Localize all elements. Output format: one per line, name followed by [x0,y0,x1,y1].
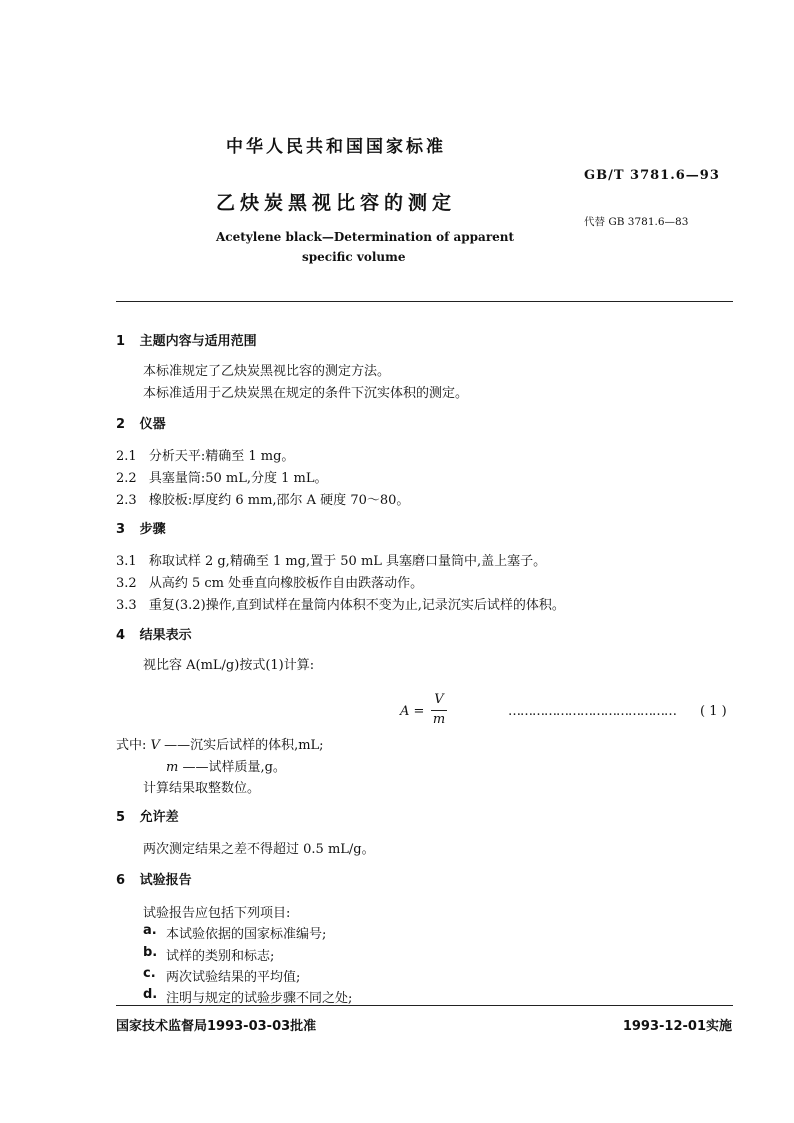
country-standard-heading: 中华人民共和国国家标准 [226,137,446,157]
clause-text: 重复(3.2)操作,直到试样在量筒内体积不变为止,记录沉实后试样的体积。 [148,598,565,613]
report-item-b [143,945,275,964]
replaces-standard: 代替 GB 3781.6—83 [584,216,689,228]
section-1-heading [116,330,257,349]
clause-number: 2.2 [116,471,137,486]
clause-number: 3.1 [116,554,137,569]
formula-tag: ( 1 ) [700,704,727,719]
standard-number: GB/T 3781.6—93 [584,168,720,183]
section-5-para: 两次测定结果之差不得超过 0.5 mL/g。 [143,842,375,857]
clause-text: 橡胶板:厚度约 6 mm,邵尔 A 硬度 70～80。 [148,493,410,508]
effective-date: 1993-12-01实施 [622,1019,732,1034]
formula-leader-dots: …………………………………… [508,704,676,719]
section-number: 5 [116,810,126,825]
clause-number: 2.1 [116,449,137,464]
section-number: 6 [116,873,126,888]
section-6-heading [116,869,192,888]
where-m-line [166,756,286,775]
symbol-m: m [166,760,179,775]
header-rule [116,301,733,302]
clause-text: 具塞量筒:50 mL,分度 1 mL。 [148,471,328,486]
formula-intro: 视比容 A(mL/g)按式(1)计算: [143,658,315,673]
item-label: c. [143,966,156,981]
report-intro: 试验报告应包括下列项目: [143,906,291,921]
section-title: 仪器 [139,417,166,432]
item-text: 试样的类别和标志; [166,949,275,964]
approval-statement: 国家技术监督局1993-03-03批准 [116,1019,317,1034]
section-title: 试验报告 [139,873,192,888]
formula-lhs: A = [400,704,425,719]
where-prefix: 式中: [116,738,147,753]
symbol-v: V [150,738,160,753]
english-title-line1: Acetylene black—Determination of apparent [216,230,515,244]
formula-denominator: m [432,712,446,727]
clause-2-3 [116,489,409,508]
section-2-heading [116,413,166,432]
calculation-note: 计算结果取整数位。 [143,781,261,796]
fraction-bar [431,710,447,711]
document-title: 乙炔炭黑视比容的测定 [216,192,457,214]
clause-text: 称取试样 2 g,精确至 1 mg,置于 50 mL 具塞磨口量筒中,盖上塞子。 [148,554,547,569]
section-3-heading [116,518,166,537]
section-title: 步骤 [139,522,166,537]
clause-3-2 [116,572,423,591]
footer-rule [116,1005,733,1006]
item-label: b. [143,945,158,960]
item-text: 注明与规定的试验步骤不同之处; [166,991,353,1006]
where-v-text: ——沉实后试样的体积,mL; [164,738,324,753]
report-item-c [143,966,301,985]
section-title: 主题内容与适用范围 [139,334,257,349]
clause-number: 3.3 [116,598,137,613]
english-title-line2: specific volume [302,250,406,264]
clause-2-2 [116,467,327,486]
clause-number: 3.2 [116,576,137,591]
section-1-para-1: 本标准规定了乙炔炭黑视比容的测定方法。 [143,364,391,379]
item-text: 两次试验结果的平均值; [166,970,301,985]
section-number: 2 [116,417,126,432]
clause-text: 从高约 5 cm 处垂直向橡胶板作自由跌落动作。 [148,576,424,591]
section-4-heading [116,624,192,643]
report-item-d [143,987,353,1006]
item-label: d. [143,987,158,1002]
where-m-text: ——试样质量,g。 [182,760,286,775]
section-number: 3 [116,522,126,537]
section-1-para-2: 本标准适用于乙炔炭黑在规定的条件下沉实体积的测定。 [143,386,469,401]
where-v-line [116,734,324,753]
formula-numerator: V [434,692,444,707]
clause-text: 分析天平:精确至 1 mg。 [148,449,295,464]
report-item-a [143,923,327,942]
section-title: 允许差 [139,810,179,825]
item-label: a. [143,923,157,938]
section-number: 4 [116,628,126,643]
clause-3-1 [116,550,546,569]
clause-2-1 [116,445,294,464]
item-text: 本试验依据的国家标准编号; [166,927,327,942]
clause-3-3 [116,594,565,613]
section-title: 结果表示 [139,628,192,643]
section-5-heading [116,806,179,825]
section-number: 1 [116,334,126,349]
clause-number: 2.3 [116,493,137,508]
